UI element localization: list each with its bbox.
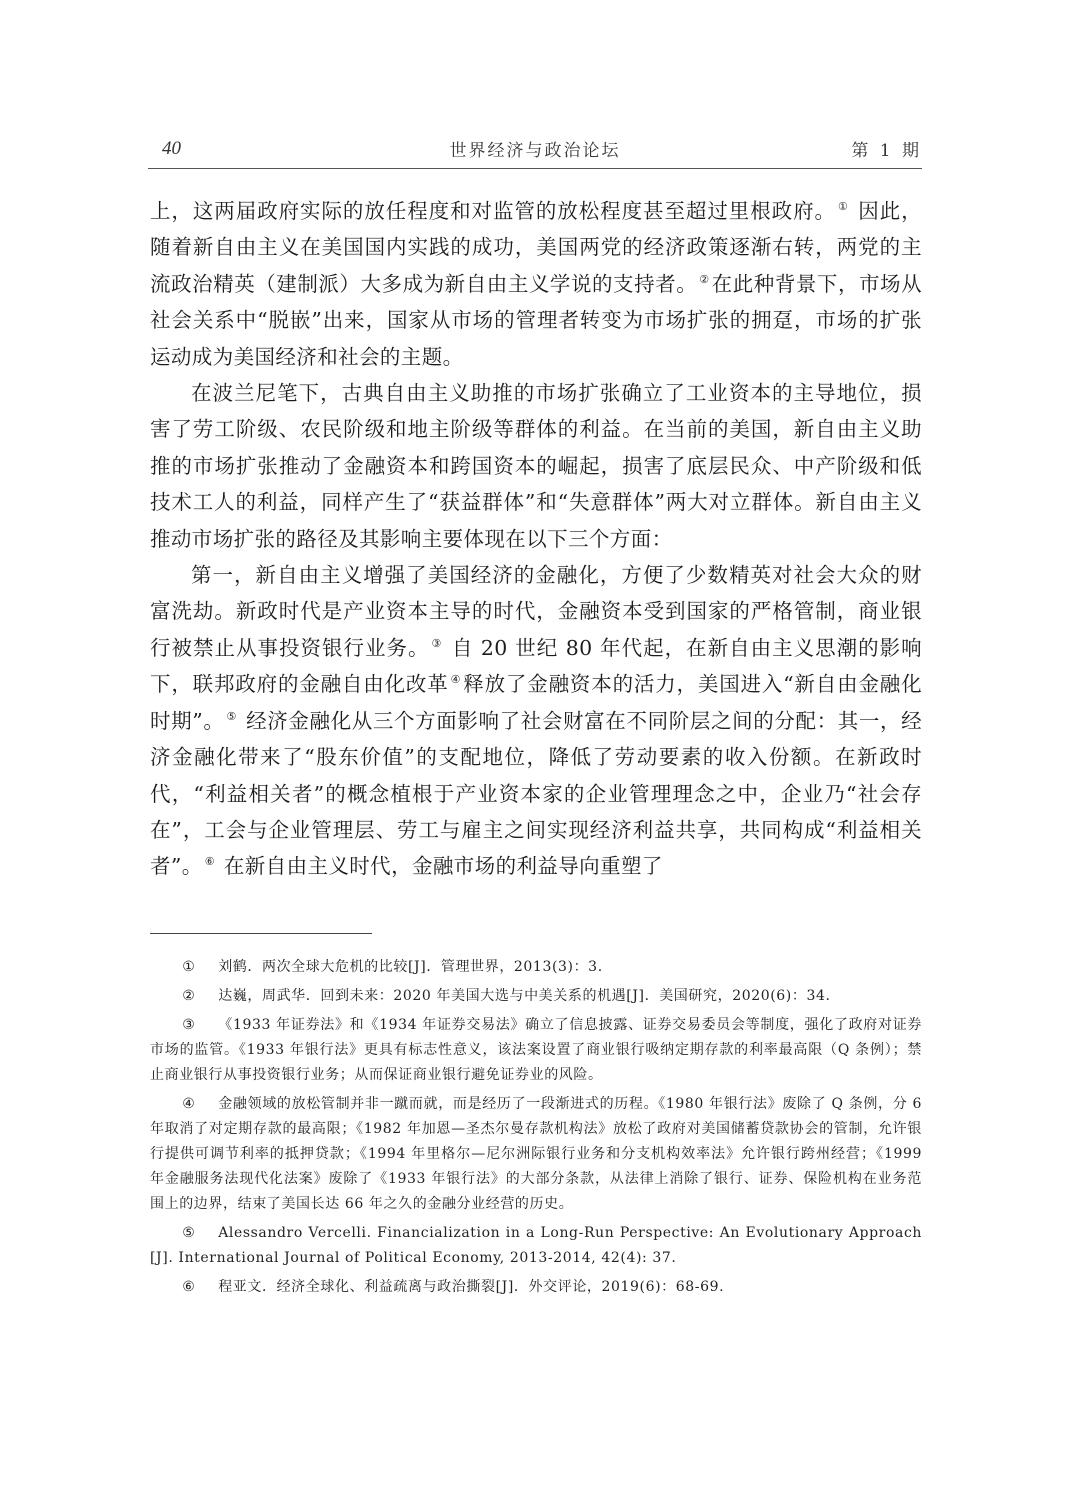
paragraph-3-sentence-4: 经济金融化从三个方面影响了社会财富在不同阶层之间的分配：其一，经济金融化带来了“股东价值”的支配地位，降低了劳动要素的收入份额。在新政时代，“利益相关者”的概念植根于产业资本家的企业管理理念之中，企业乃“社会存在”，工会与企业管理层、劳工与雇主之间实现经济利益共享，共同构成“利益相关者”。	[150, 708, 922, 879]
footnote-text: 《1933 年证券法》和《1934 年证券交易法》确立了信息披露、证券交易委员会等制度，强化了政府对证券市场的监管。《1933 年银行法》更具有标志性意义，该法案设置了商业银行吸纳定期存款的利率最高限（Q 条例）；禁止商业银行从事投资银行业务；从而保证商业银行避免证券业的风险。	[150, 1017, 922, 1083]
paragraph-3-sentence-2: 自 20 世纪 80 年代起，在新自由主义思潮的影响下，联邦政府的金融自由化改革	[150, 635, 922, 697]
footnote-3	[150, 1013, 922, 1088]
footnote-mark: ⑤	[182, 1225, 196, 1241]
footnote-text: 达巍，周武华．回到未来：2020 年美国大选与中美关系的机遇[J]．美国研究，2020(6)：34.	[218, 988, 831, 1004]
footnote-mark: ②	[182, 988, 196, 1004]
paragraph-1-sentence-2: 因此，随着新自由主义在美国国内实践的成功，美国两党的经济政策逐渐右转，两党的主流政治精英（建制派）大多成为新自由主义学说的支持者。	[150, 199, 922, 296]
paragraph-3	[150, 557, 922, 885]
footnote-text: 程亚文．经济全球化、利益疏离与政治撕裂[J]．外交评论，2019(6)：68-69.	[218, 1279, 725, 1295]
body-text	[150, 193, 922, 885]
paragraph-3-sentence-3: 释放了金融资本的活力，美国进入“新自由金融化时期”。	[150, 672, 923, 733]
footnote-ref-1[interactable]: ①	[837, 200, 849, 213]
footnote-6	[150, 1275, 922, 1300]
footnote-mark: ④	[182, 1096, 196, 1112]
paragraph-2: 在波兰尼笔下，古典自由主义助推的市场扩张确立了工业资本的主导地位，损害了劳工阶级、农民阶级和地主阶级等群体的利益。在当前的美国，新自由主义助推的市场扩张推动了金融资本和跨国资本的崛起，损害了底层民众、中产阶级和低技术工人的利益，同样产生了“获益群体”和“失意群体”两大对立群体。新自由主义推动市场扩张的路径及其影响主要体现在以下三个方面：	[150, 381, 922, 551]
header-rule	[148, 168, 922, 169]
footnote-text: 金融领域的放松管制并非一蹴而就，而是经历了一段渐进式的历程。《1980 年银行法》废除了 Q 条例，分 6 年取消了对定期存款的最高限；《1982 年加恩—圣杰尔曼存款机构法》放松了政府对美国储蓄贷款协会的管制，允许银行提供可调节利率的抵押贷款；《1994 年里格尔—尼尔洲际银行业务和分支机构效率法》允许银行跨州经营；《1999 年金融服务法现代化法案》废除了《1933 年银行法》的大部分条款，从法律上消除了银行、证券、保险机构在业务范围上的边界，结束了美国长达 66 年之久的金融分业经营的历史。	[150, 1096, 922, 1212]
footnote-1	[150, 955, 922, 980]
footnote-mark: ⑥	[182, 1279, 196, 1295]
paragraph-1-sentence-3: 在此种背景下，市场从社会关系中“脱嵌”出来，国家从市场的管理者转变为市场扩张的拥趸，市场的扩张运动成为美国经济和社会的主题。	[150, 271, 923, 369]
footnotes	[150, 955, 922, 1304]
footnote-4	[150, 1092, 922, 1217]
paragraph-3-sentence-1: 第一，新自由主义增强了美国经济的金融化，方便了少数精英对社会大众的财富洗劫。新政时代是产业资本主导的时代，金融资本受到国家的严格管制，商业银行被禁止从事投资银行业务。	[150, 563, 922, 660]
paragraph-1-sentence-1: 上，这两届政府实际的放任程度和对监管的放松程度甚至超过里根政府。	[150, 199, 836, 223]
paragraph-3-sentence-5: 在新自由主义时代，金融市场的利益导向重塑了	[216, 854, 663, 879]
footnote-mark: ①	[182, 959, 196, 975]
footnote-5	[150, 1221, 922, 1271]
footnote-ref-2[interactable]: ②	[699, 272, 710, 286]
footnote-ref-6[interactable]: ⑥	[204, 855, 215, 869]
paragraph-1	[150, 193, 922, 375]
footnote-ref-5[interactable]: ⑤	[226, 709, 237, 723]
footnote-text: 刘鹤．两次全球大危机的比较[J]．管理世界，2013(3)：3.	[218, 959, 603, 975]
footnote-rule	[150, 933, 372, 934]
journal-title: 世界经济与政治论坛	[449, 141, 621, 161]
footnote-2	[150, 984, 922, 1009]
footnote-text: Alessandro Vercelli. Financialization in a Long-Run Perspective: An Evolutionary Approach [J]. International Journal of Political Economy, 2013-2014, 42(4): 37.	[150, 1225, 922, 1266]
footnote-mark: ③	[182, 1017, 196, 1033]
issue-number: 第 1 期	[851, 141, 922, 161]
footnote-ref-3[interactable]: ③	[431, 636, 443, 650]
footnote-ref-4[interactable]: ④	[450, 673, 462, 687]
page-number: 40	[162, 138, 181, 159]
running-header	[148, 134, 922, 164]
